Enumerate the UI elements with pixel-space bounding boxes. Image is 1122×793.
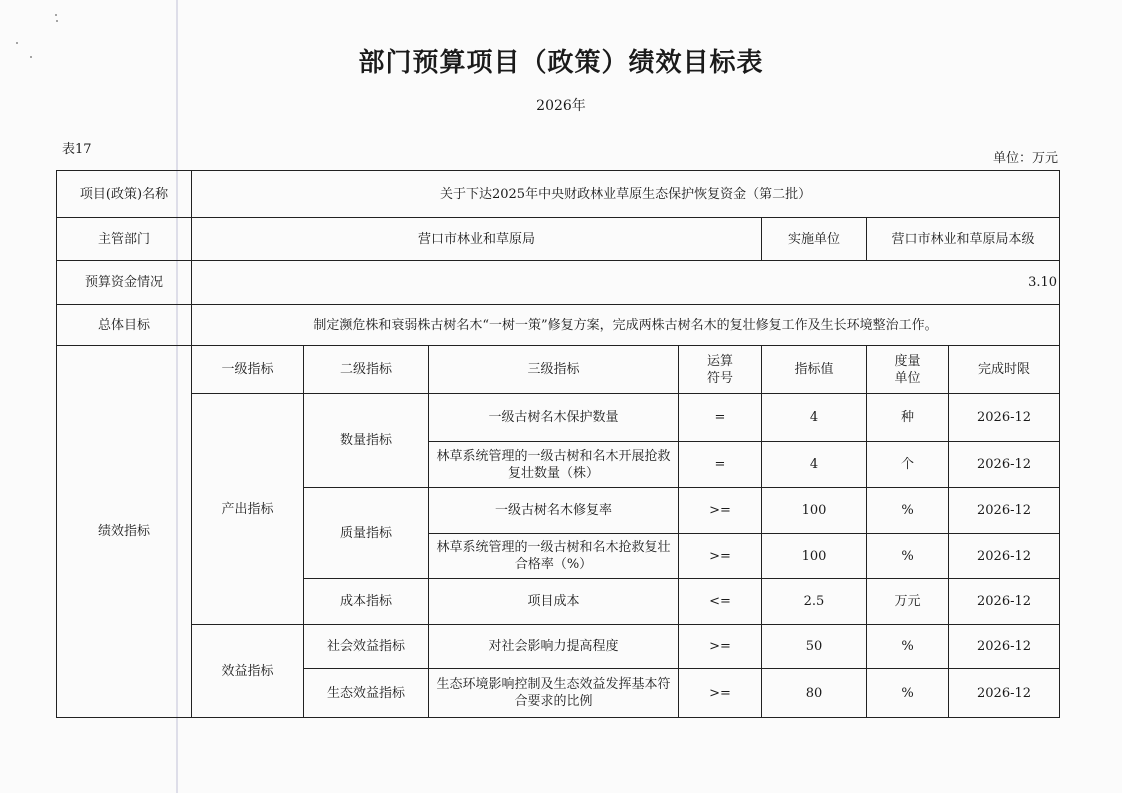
unit-cell: % [867,625,949,669]
subgroup-eco: 生态效益指标 [304,669,429,718]
value-cell: 50 [762,625,867,669]
deadline-cell: 2026-12 [949,669,1060,718]
unit-label: 单位：万元 [992,151,1058,166]
operator-cell: = [679,442,762,488]
header-operator-line1: 运算 [706,353,733,369]
header-level2: 二级指标 [304,346,429,394]
unit-cell: 个 [867,442,949,488]
document-year: 2026年 [536,98,586,114]
header-operator [679,346,762,394]
table-header-row [57,346,1060,394]
table-row [57,261,1060,305]
table-row [57,171,1060,218]
performance-target-table [56,170,1060,718]
operator-cell: >= [679,488,762,534]
dept-value: 营口市林业和草原局 [192,218,762,261]
budget-label: 预算资金情况 [57,261,192,305]
unit-cell: % [867,669,949,718]
table-row [57,305,1060,346]
indicator-cell: 生态环境影响控制及生态效益发挥基本符合要求的比例 [429,669,679,718]
table-row [57,394,1060,442]
header-unit [867,346,949,394]
operator-cell: >= [679,669,762,718]
unit-cell: 万元 [867,579,949,625]
value-cell: 2.5 [762,579,867,625]
indicator-cell: 一级古树名木保护数量 [429,394,679,442]
deadline-cell: 2026-12 [949,442,1060,488]
operator-cell: >= [679,625,762,669]
goal-value: 制定濒危株和衰弱株古树名木“一树一策”修复方案，完成两株古树名木的复壮修复工作及生长环境整治工作。 [192,305,1060,346]
scan-speck [55,14,57,16]
deadline-cell: 2026-12 [949,488,1060,534]
goal-label: 总体目标 [57,305,192,346]
project-name-value: 关于下达2025年中央财政林业草原生态保护恢复资金（第二批） [192,171,1060,218]
table-row [57,218,1060,261]
subgroup-cost: 成本指标 [304,579,429,625]
impl-value: 营口市林业和草原局本级 [867,218,1060,261]
table-row [57,625,1060,669]
unit-cell: 种 [867,394,949,442]
operator-cell: <= [679,579,762,625]
subgroup-quality: 质量指标 [304,488,429,579]
header-unit-line2: 单位 [894,370,921,386]
value-cell: 80 [762,669,867,718]
document-title: 部门预算项目（政策）绩效目标表 [358,48,764,78]
budget-value: 3.10 [192,261,1060,305]
indicator-cell: 项目成本 [429,579,679,625]
indicator-cell: 一级古树名木修复率 [429,488,679,534]
value-cell: 100 [762,488,867,534]
header-level3: 三级指标 [429,346,679,394]
value-cell: 4 [762,442,867,488]
indicator-cell: 林草系统管理的一级古树和名木开展抢救复壮数量（株） [429,442,679,488]
header-operator-line2: 符号 [706,370,733,386]
deadline-cell: 2026-12 [949,579,1060,625]
indicator-cell: 林草系统管理的一级古树和名木抢救复壮合格率（%） [429,534,679,579]
deadline-cell: 2026-12 [949,534,1060,579]
impl-label: 实施单位 [762,218,867,261]
header-unit-line1: 度量 [894,353,921,369]
table-number: 表17 [62,142,92,157]
project-name-label: 项目(政策)名称 [57,171,192,218]
subgroup-quantity: 数量指标 [304,394,429,488]
deadline-cell: 2026-12 [949,394,1060,442]
unit-cell: % [867,488,949,534]
group-benefit: 效益指标 [192,625,304,718]
value-cell: 100 [762,534,867,579]
header-deadline: 完成时限 [949,346,1060,394]
deadline-cell: 2026-12 [949,625,1060,669]
perf-label: 绩效指标 [57,346,192,718]
subgroup-social: 社会效益指标 [304,625,429,669]
indicator-cell: 对社会影响力提高程度 [429,625,679,669]
group-output: 产出指标 [192,394,304,625]
value-cell: 4 [762,394,867,442]
scan-speck [56,20,58,22]
header-value: 指标值 [762,346,867,394]
operator-cell: = [679,394,762,442]
header-level1: 一级指标 [192,346,304,394]
operator-cell: >= [679,534,762,579]
dept-label: 主管部门 [57,218,192,261]
unit-cell: % [867,534,949,579]
